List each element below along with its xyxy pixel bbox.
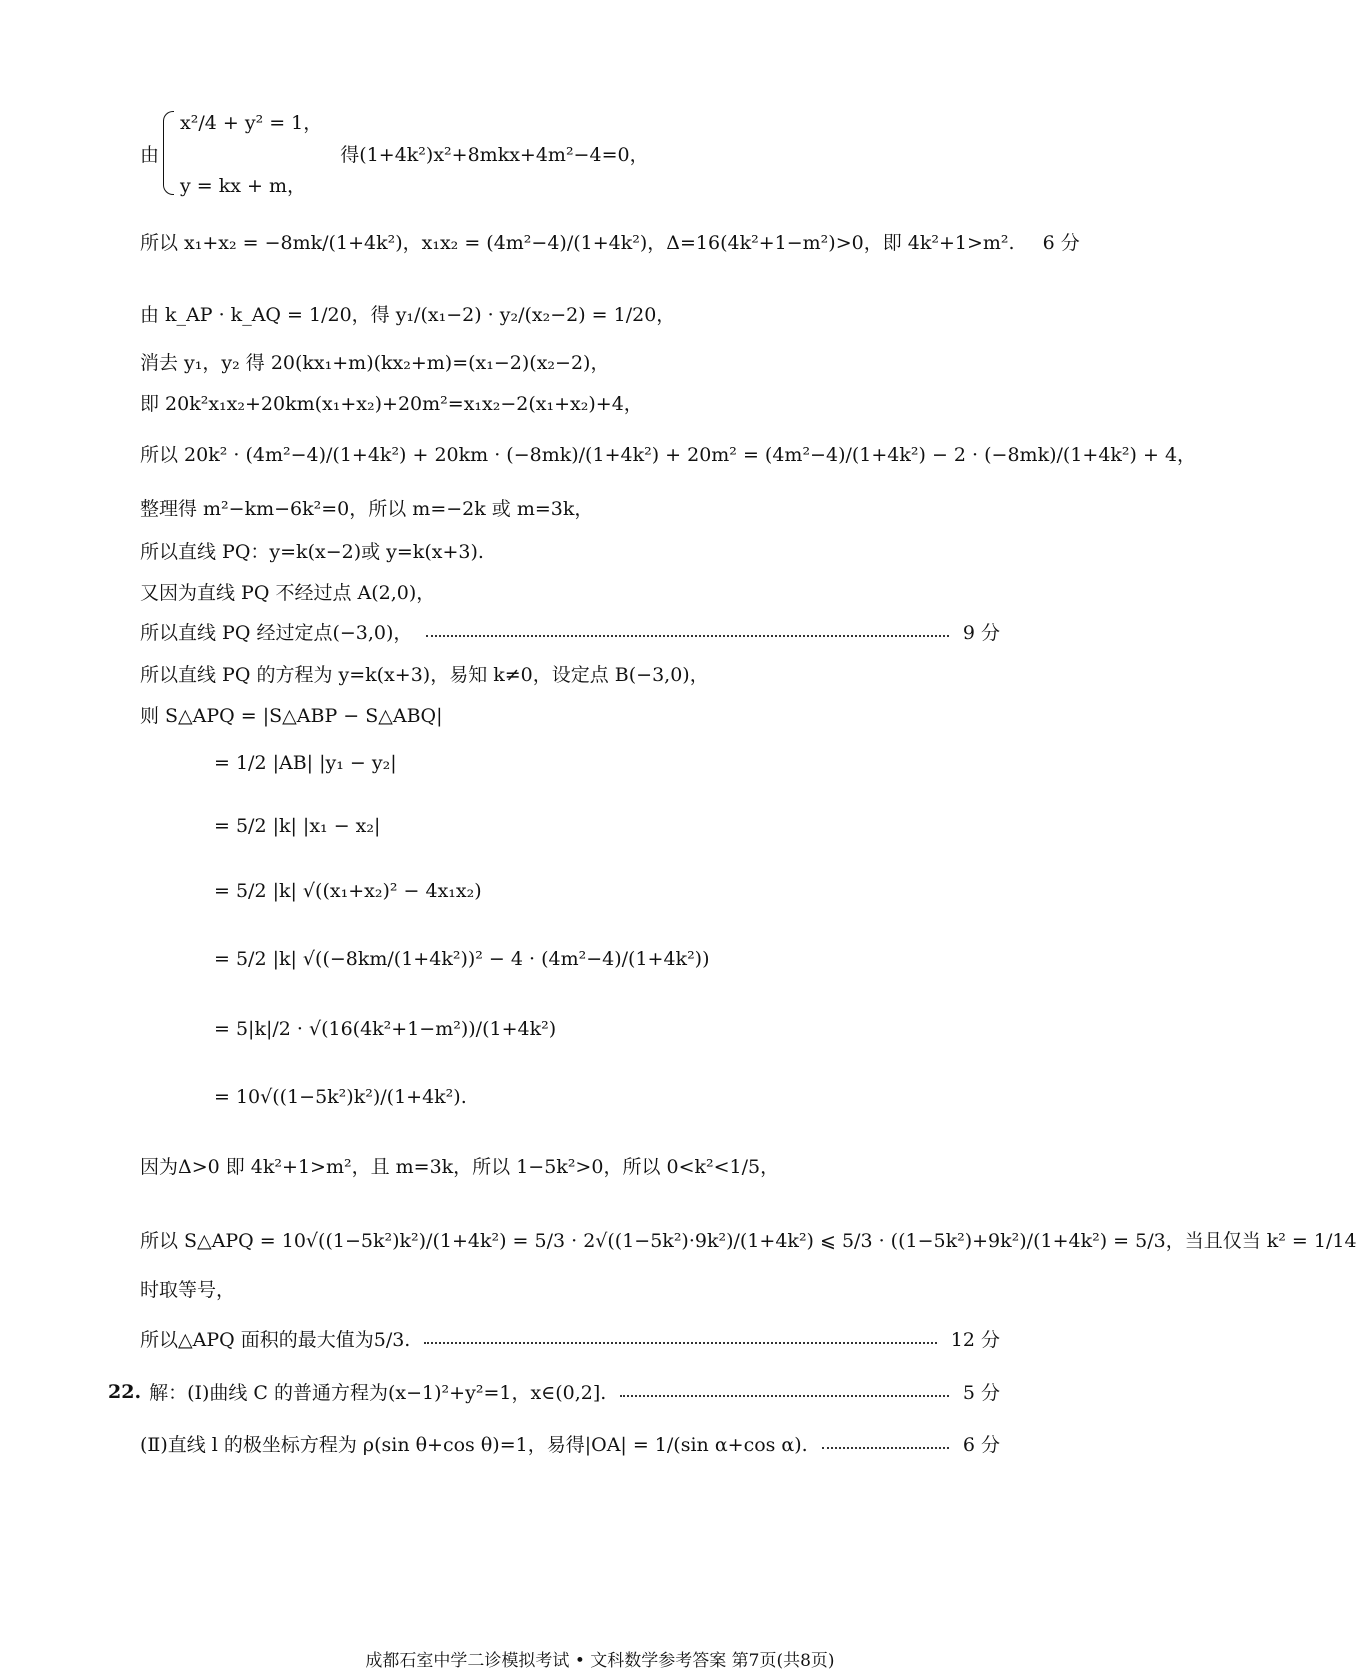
area-step-5 <box>214 1018 556 1040</box>
question-number: 22. <box>108 1380 142 1403</box>
area-step-5-text: = 5|k|/2 · √(16(4k²+1−m²))/(1+4k²) <box>214 1018 557 1040</box>
area-step-2 <box>214 815 380 837</box>
score-5: 5 分 <box>962 1382 1000 1404</box>
q22-part2-line <box>140 1430 1000 1457</box>
not-through-a-line <box>140 578 435 605</box>
inequality-line <box>140 1226 1357 1253</box>
inequality-text: 所以 S△APQ = 10√((1−5k²)k²)/(1+4k²) = 5/3 · 2√((1−5k²)·9k²)/(1+4k²) ⩽ 5/3 · ((1−5k²)+9k²)/(1+4k²) = 5/3，当且仅当 k² = 1/14 <box>140 1230 1357 1252</box>
simplify-line <box>140 494 593 521</box>
area-step-3 <box>214 880 482 902</box>
fixed-point-text: 所以直线 PQ 经过定点(−3,0)， <box>140 622 413 644</box>
eliminate-text: 消去 y₁，y₂ 得 20(kx₁+m)(kx₂+m)=(x₁−2)(x₂−2)， <box>140 352 610 374</box>
area-diff-text: 则 S△APQ = |S△ABP − S△ABQ| <box>140 705 443 727</box>
slope-product-text: 由 k_AP · k_AQ = 1/20，得 y₁/(x₁−2) · y₂/(x₂−2) = 1/20， <box>140 304 676 326</box>
range-text: 因为Δ>0 即 4k²+1>m²，且 m=3k，所以 1−5k²>0，所以 0<k²<1/5， <box>140 1156 780 1178</box>
simplify-text: 整理得 m²−km−6k²=0，所以 m=−2k 或 m=3k， <box>140 498 594 520</box>
substitute-text: 所以 20k² · (4m²−4)/(1+4k²) + 20km · (−8mk)/(1+4k²) + 20m² = (4m²−4)/(1+4k²) − 2 · (−8mk)/(1+4k²) + 4， <box>140 444 1197 466</box>
system-result: 得(1+4k²)x²+8mkx+4m²−4=0， <box>340 143 649 166</box>
system-prefix: 由 <box>140 143 160 166</box>
slope-product-line <box>140 300 675 327</box>
area-step-6 <box>214 1086 467 1108</box>
area-step-4 <box>214 948 710 970</box>
fixed-point-line <box>140 618 1000 645</box>
max-area-text: 所以△APQ 面积的最大值为5/3. <box>140 1329 411 1351</box>
line-pq-line <box>140 537 484 564</box>
q22-part1-line <box>108 1378 1000 1405</box>
leader-dots <box>822 1447 949 1449</box>
vieta-text: 所以 x₁+x₂ = −8mk/(1+4k²)，x₁x₂ = (4m²−4)/(1+4k²)，Δ=16(4k²+1−m²)>0，即 4k²+1>m². <box>140 232 1015 254</box>
area-step-1 <box>214 752 397 774</box>
score-6: 6 分 <box>1042 232 1080 254</box>
leader-dots <box>620 1395 949 1397</box>
equation-system <box>180 108 322 198</box>
area-step-2-text: = 5/2 |k| |x₁ − x₂| <box>214 815 381 837</box>
not-through-a-text: 又因为直线 PQ 不经过点 A(2,0)， <box>140 582 436 604</box>
eliminate-line <box>140 348 609 375</box>
q22-part1-text: 解：(Ⅰ)曲线 C 的普通方程为(x−1)²+y²=1，x∈(0,2]. <box>149 1382 607 1404</box>
pq-equation-text: 所以直线 PQ 的方程为 y=k(x+3)，易知 k≠0，设定点 B(−3,0)， <box>140 664 709 686</box>
pq-equation-line <box>140 660 709 687</box>
page-footer: 成都石室中学二诊模拟考试 • 文科数学参考答案 第7页(共8页) <box>365 1651 835 1671</box>
score-12: 12 分 <box>950 1329 1000 1351</box>
range-line <box>140 1152 779 1179</box>
q22-part2-text: (Ⅱ)直线 l 的极坐标方程为 ρ(sin θ+cos θ)=1，易得|OA| = 1/(sin α+cos α). <box>140 1434 808 1456</box>
substitute-line <box>140 440 1196 467</box>
equality-text: 时取等号， <box>140 1279 236 1301</box>
leader-dots <box>424 1342 936 1344</box>
leader-dots <box>426 635 948 637</box>
equality-line <box>140 1275 235 1302</box>
system-line <box>140 108 649 198</box>
system-eq2: y = kx + m， <box>180 175 306 197</box>
area-step-3-text: = 5/2 |k| √((x₁+x₂)² − 4x₁x₂) <box>214 880 482 902</box>
line-pq-text: 所以直线 PQ：y=k(x−2)或 y=k(x+3). <box>140 541 484 563</box>
area-diff-line <box>140 701 443 728</box>
area-step-4-text: = 5/2 |k| √((−8km/(1+4k²))² − 4 · (4m²−4)/(1+4k²)) <box>214 948 710 970</box>
area-step-1-text: = 1/2 |AB| |y₁ − y₂| <box>214 752 397 774</box>
vieta-line <box>140 228 1080 255</box>
expand-text: 即 20k²x₁x₂+20km(x₁+x₂)+20m²=x₁x₂−2(x₁+x₂)+4， <box>140 393 643 415</box>
score-6b: 6 分 <box>962 1434 1000 1456</box>
system-eq1: x²/4 + y² = 1， <box>180 112 323 134</box>
score-9: 9 分 <box>962 622 1000 644</box>
expand-line <box>140 389 643 416</box>
area-step-6-text: = 10√((1−5k²)k²)/(1+4k²). <box>214 1086 467 1108</box>
max-area-line <box>140 1325 1000 1352</box>
brace-glyph <box>163 111 174 195</box>
